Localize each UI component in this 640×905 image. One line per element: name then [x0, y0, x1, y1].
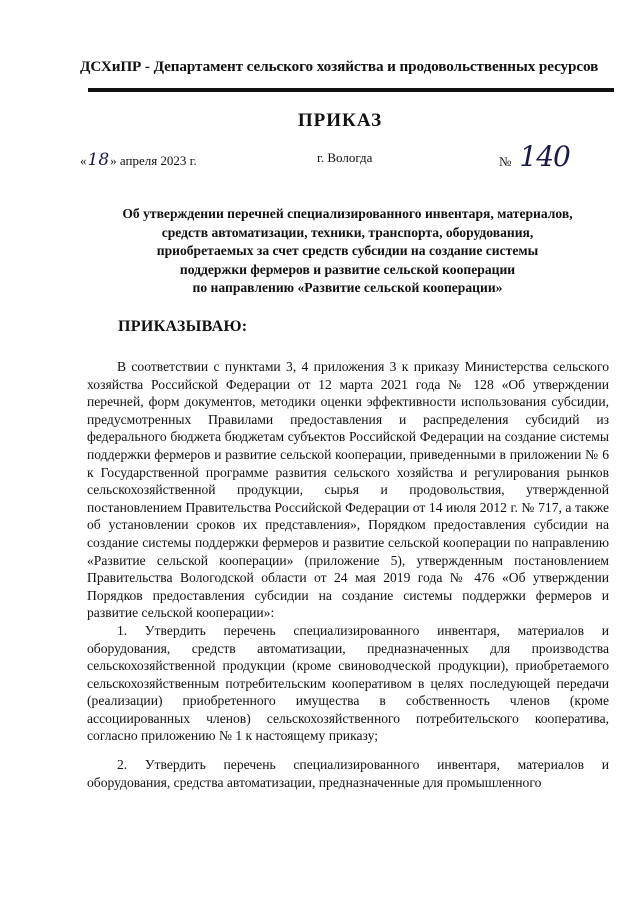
document-number	[499, 140, 570, 173]
document-city: г. Вологда	[317, 150, 373, 165]
subject-line: Об утверждении перечней специализированного инвентаря, материалов,	[122, 206, 573, 221]
item-1-paragraph: 1. Утвердить перечень специализированного инвентаря, материалов и оборудования, средств автоматизации, предназначенных для производства сельскохозяйственной продукции (кроме свиноводческой продукции), приобретаемого сельскохозяйственным потребительским кооперативом в целях последующей передачи (реализации) приобретенного имущества в собственность членов (кроме ассоциированных членов) сельскохозяйственного потребительского кооператива, согласно приложению № 1 к настоящему приказу;	[87, 622, 609, 744]
date-open-quote: «	[80, 153, 87, 168]
number-value: 140	[519, 140, 570, 173]
subject-line: приобретаемых за счет средств субсидии на создание системы	[156, 243, 539, 258]
subject-line: средств автоматизации, техники, транспорта, оборудования,	[161, 224, 534, 240]
order-heading: ПРИКАЗЫВАЮ:	[118, 318, 248, 335]
department-header: ДСХиПР - Департамент сельского хозяйства и продовольственных ресурсов	[80, 58, 599, 75]
document-date	[80, 150, 197, 170]
date-month-year: » апреля 2023 г.	[110, 153, 197, 168]
header-divider	[88, 88, 614, 92]
document-title: ПРИКАЗ	[297, 110, 383, 131]
subject-line: по направлению «Развитие сельской кооперации»	[192, 280, 503, 295]
item-2-paragraph: 2. Утвердить перечень специализированного инвентаря, материалов и оборудования, средства автоматизации, предназначенные для промышленного	[87, 757, 609, 790]
document-subject	[80, 205, 615, 298]
date-day: 18	[87, 150, 110, 170]
document-body	[87, 358, 609, 791]
subject-line: поддержки фермеров и развитие сельской кооперации	[179, 261, 516, 277]
preamble-paragraph: В соответствии с пунктами 3, 4 приложения 3 к приказу Министерства сельского хозяйства Российской Федерации от 12 марта 2021 года № 128 «Об утверждении перечней, форм документов, методики оценки эффективности использования субсидии, предусмотренных Правилами предоставления и распределения субсидий из федерального бюджета бюджетам субъектов Российской Федерации на создание системы поддержки фермеров и развитие сельской кооперации, приведенными в приложении № 6 к Государственной программе развития сельского хозяйства и регулирования рынков сельскохозяйственной продукции, сырья и продовольствия, утвержденной постановлением Правительства Российской Федерации от 14 июля 2012 г. № 717, а также об установлении сроков их представления», Порядком предоставления субсидии на создание системы поддержки фермеров и развитие сельской кооперации по направлению «Развитие сельской кооперации» (приложение 5), утвержденным постановлением Правительства Вологодской области от 24 мая 2019 года № 476 «Об утверждении Порядков предоставления субсидии на создание системы поддержки фермеров и развитие сельской кооперации»:	[87, 359, 609, 621]
number-sign: №	[499, 154, 512, 169]
